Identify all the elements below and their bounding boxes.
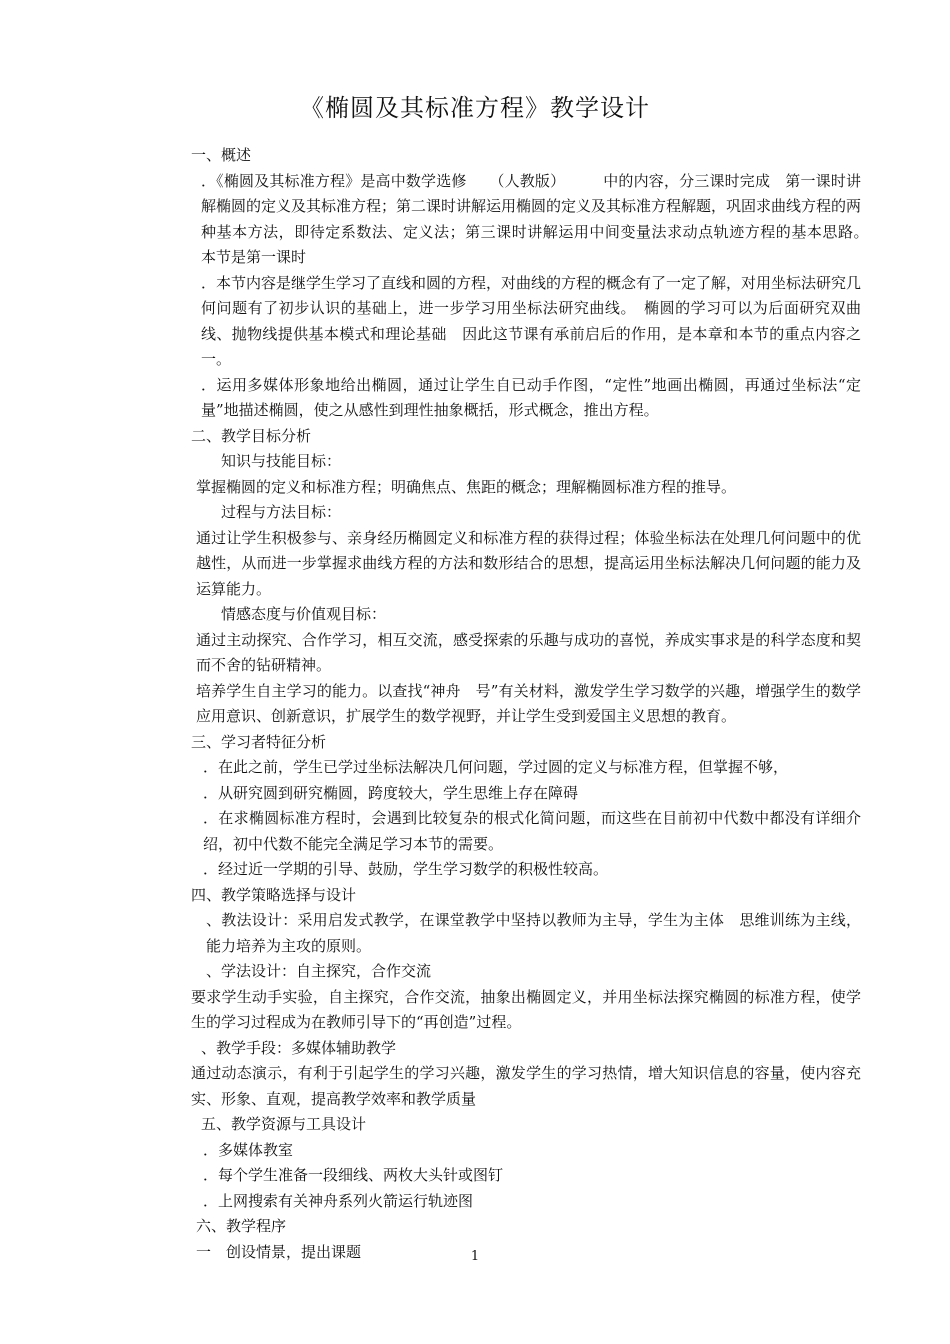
paragraph: 培养学生自主学习的能力。以查找“神舟 号”有关材料，激发学生学习数学的兴趣，增强学生的数学应用意识、创新意识，扩展学生的数学视野，并让学生受到爱国主义思想的教育。	[196, 681, 861, 725]
subheading: 过程与方法目标：	[221, 503, 342, 521]
subheading: 知识与技能目标：	[221, 452, 342, 470]
paragraph: 、教法设计：采用启发式教学，在课堂教学中坚持以教师为主导，学生为主体 思维训练为主线，能力培养为主攻的原则。	[206, 911, 861, 955]
list-item: ．在此之前，学生已学过坐标法解决几何问题，学过圆的定义与标准方程，但掌握不够，	[203, 758, 789, 776]
document-title: 《椭圆及其标准方程》教学设计	[300, 94, 650, 122]
section-heading: 二、教学目标分析	[191, 426, 312, 445]
list-item: ．从研究圆到研究椭圆，跨度较大，学生思维上存在障碍	[203, 783, 579, 802]
paragraph: 掌握椭圆的定义和标准方程；明确焦点、焦距的概念；理解椭圆标准方程的推导。	[196, 477, 737, 496]
list-item: ．多媒体教室	[203, 1140, 294, 1159]
section-heading: 一、概述	[191, 146, 252, 164]
paragraph: ．《椭圆及其标准方程》是高中数学选修 （人教版） 中的内容，分三课时完成 第一课时讲解椭圆的定义及其标准方程；第二课时讲解运用椭圆的定义及其标准方程解题，巩固求曲线方程的两种基本方法，即待定系数法、定义法；第三课时讲解运用中间变量法求动点轨迹方程的基本思路。 本节是第一课时	[201, 171, 877, 266]
document-body	[161, 143, 877, 1265]
paragraph: 通过主动探究、合作学习，相互交流，感受探索的乐趣与成功的喜悦，养成实事求是的科学态度和契而不舍的钻研精神。	[196, 630, 861, 674]
paragraph: 要求学生动手实验，自主探究，合作交流，抽象出椭圆定义，并用坐标法探究椭圆的标准方程，使学生的学习过程成为在教师引导下的“再创造”过程。	[191, 987, 861, 1031]
subheading: 情感态度与价值观目标：	[221, 605, 387, 623]
section-heading: 四、教学策略选择与设计	[191, 885, 357, 904]
list-item: ．每个学生准备一段细线、两枚大头针或图钉	[203, 1166, 504, 1184]
section-heading: 五、教学资源与工具设计	[201, 1115, 367, 1133]
paragraph: ．运用多媒体形象地给出椭圆，通过让学生自已动手作图，“定性”地画出椭圆，再通过坐标法“定量”地描述椭圆，使之从感性到理性抽象概括，形式概念，推出方程。	[201, 375, 861, 419]
paragraph: 通过让学生积极参与、亲身经历椭圆定义和标准方程的获得过程；体验坐标法在处理几何问题中的优越性，从而进一步掌握求曲线方程的方法和数形结合的思想，提高运用坐标法解决几何问题的能力及运算能力。	[196, 528, 861, 598]
list-item: ．上网搜索有关神舟系列火箭运行轨迹图	[203, 1191, 474, 1210]
page-number: 1	[470, 1249, 480, 1264]
paragraph: 、教学手段：多媒体辅助教学	[201, 1038, 397, 1057]
section-heading: 三、学习者特征分析	[191, 732, 327, 751]
paragraph: 通过动态演示，有利于引起学生的学习兴趣，激发学生的学习热情，增大知识信息的容量，使内容充实、形象、直观，提高教学效率和教学质量	[191, 1064, 861, 1108]
list-item: ．经过近一学期的引导、鼓励，学生学习数学的积极性较高。	[203, 860, 609, 878]
paragraph: ．本节内容是继学生学习了直线和圆的方程，对曲线的方程的概念有了一定了解，对用坐标法研究几何问题有了初步认识的基础上，进一步学习用坐标法研究曲线。 椭圆的学习可以为后面研究双曲线、抛物线提供基本模式和理论基础 因此这节课有承前启后的作用，是本章和本节的重点内容之一。	[201, 273, 862, 368]
subheading: 一 创设情景，提出课题	[196, 1242, 362, 1261]
section-heading: 六、教学程序	[196, 1217, 287, 1235]
list-item: ．在求椭圆标准方程时，会遇到比较复杂的根式化简问题，而这些在目前初中代数中都没有详细介绍，初中代数不能完全满足学习本节的需要。	[203, 809, 861, 853]
paragraph: 、学法设计：自主探究，合作交流	[206, 962, 432, 980]
